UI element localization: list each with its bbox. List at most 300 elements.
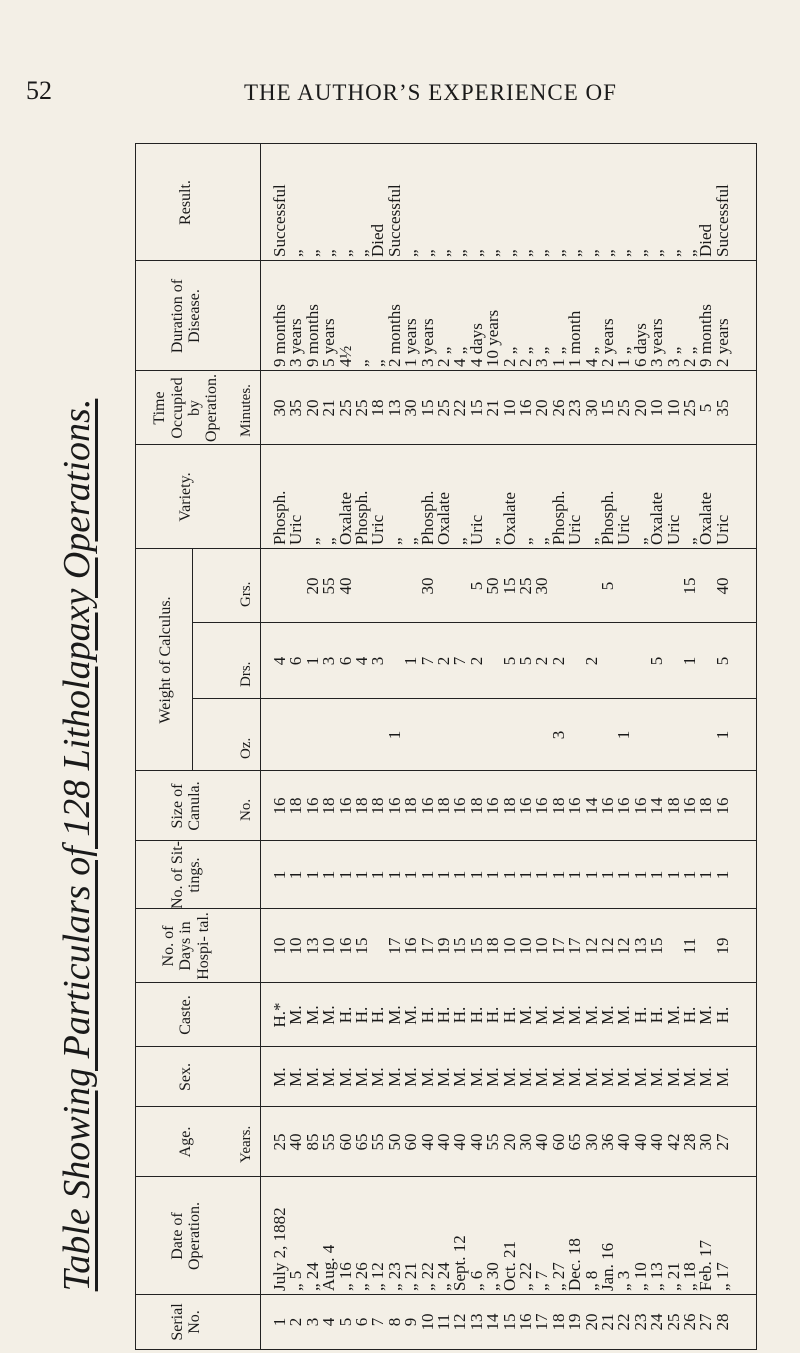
cell-canula: 16	[712, 797, 732, 815]
cell-variety: „	[401, 537, 421, 545]
column-rule	[136, 982, 756, 983]
cell-caste: H.	[434, 1006, 453, 1024]
cell-result: „	[466, 249, 486, 257]
cell-sittings: 1	[319, 870, 339, 880]
cell-variety: Oxalate	[696, 492, 716, 545]
unit-grs: Grs.	[238, 581, 254, 607]
cell-canula: 16	[598, 797, 617, 815]
cell-age: 20	[499, 1133, 519, 1151]
cell-result: „	[680, 249, 699, 257]
cell-serial: 1	[270, 1317, 289, 1327]
cell-result: „	[335, 249, 355, 257]
cell-time: 25	[680, 399, 699, 417]
cell-duration: 9 months	[270, 304, 289, 367]
cell-serial: 13	[466, 1313, 486, 1331]
cell-result: „	[647, 249, 667, 257]
cell-time: 10	[499, 399, 519, 417]
cell-sex: M.	[286, 1067, 306, 1087]
cell-date: „ 13	[647, 1262, 667, 1291]
header-sex: Sex.	[177, 1063, 195, 1091]
cell-age: 40	[532, 1133, 552, 1151]
cell-duration: 6 days	[630, 323, 650, 367]
header-duration: Duration of Disease.	[168, 278, 203, 354]
cell-sittings: 1	[532, 870, 552, 880]
cell-days: 17	[548, 937, 568, 955]
cell-duration: 2 „	[516, 346, 535, 367]
cell-grs: 25	[516, 577, 535, 595]
cell-variety: Uric	[466, 514, 486, 545]
column-rule	[136, 1176, 756, 1177]
cell-date: „ 16	[335, 1262, 355, 1291]
cell-caste: H.	[466, 1006, 486, 1024]
cell-variety: Phosph.	[548, 490, 568, 545]
cell-caste: M.	[401, 1005, 421, 1025]
cell-sittings: 1	[335, 870, 355, 880]
header-rule	[260, 144, 261, 1349]
cell-sex: M.	[434, 1067, 453, 1087]
cell-canula: 16	[614, 797, 634, 815]
cell-sex: M.	[516, 1067, 535, 1087]
cell-date: Aug. 4	[319, 1244, 339, 1291]
cell-duration: 4 days	[466, 323, 486, 367]
cell-sittings: 1	[401, 870, 421, 880]
cell-variety: Uric	[286, 514, 306, 545]
cell-age: 30	[516, 1133, 535, 1151]
cell-duration: 4 „	[581, 346, 601, 367]
cell-sex: M.	[647, 1067, 667, 1087]
cell-sittings: 1	[565, 870, 585, 880]
cell-days: 10	[319, 937, 339, 955]
cell-date: Dec. 18	[565, 1238, 585, 1291]
cell-drs: 1	[302, 656, 322, 666]
cell-caste: M.	[302, 1005, 322, 1025]
cell-grs: 30	[417, 577, 437, 595]
cell-canula: 16	[565, 797, 585, 815]
cell-serial: 2	[286, 1317, 306, 1327]
cell-caste: M.	[319, 1005, 339, 1025]
cell-sittings: 1	[352, 870, 371, 880]
cell-variety: Phosph.	[598, 490, 617, 545]
cell-sittings: 1	[548, 870, 568, 880]
header-variety: Variety.	[177, 472, 195, 522]
cell-drs: 1	[401, 656, 421, 666]
cell-caste: M.	[532, 1005, 552, 1025]
unit-age: Years.	[238, 1125, 254, 1163]
cell-variety: Phosph.	[270, 490, 289, 545]
cell-duration: 3 years	[286, 318, 306, 367]
cell-sex: M.	[614, 1067, 634, 1087]
cell-days: 17	[565, 937, 585, 955]
cell-oz: 1	[384, 730, 404, 740]
cell-canula: 18	[663, 797, 683, 815]
cell-grs: 50	[483, 577, 503, 595]
cell-duration: 2 years	[712, 318, 732, 367]
cell-grs: 55	[319, 577, 339, 595]
cell-variety: Uric	[614, 514, 634, 545]
cell-date: Sept. 12	[450, 1235, 470, 1291]
cell-time: 5	[696, 403, 716, 413]
cell-days: 16	[335, 937, 355, 955]
cell-date: „ 5	[286, 1270, 306, 1291]
cell-serial: 10	[417, 1313, 437, 1331]
cell-age: 40	[466, 1133, 486, 1151]
cell-variety: „	[532, 537, 552, 545]
litholapaxy-table	[135, 143, 757, 1350]
cell-drs: 4	[270, 656, 289, 666]
unit-oz: Oz.	[238, 737, 254, 759]
cell-days: 17	[384, 937, 404, 955]
cell-serial: 12	[450, 1313, 470, 1331]
cell-variety: „	[450, 537, 470, 545]
cell-canula: 16	[270, 797, 289, 815]
cell-days: 12	[581, 937, 601, 955]
cell-sittings: 1	[663, 870, 683, 880]
cell-days: 16	[401, 937, 421, 955]
column-rule	[136, 548, 756, 549]
cell-age: 60	[335, 1133, 355, 1151]
cell-duration: 4 „	[450, 346, 470, 367]
cell-caste: M.	[548, 1005, 568, 1025]
cell-serial: 21	[598, 1313, 617, 1331]
cell-result: Successful	[270, 184, 289, 257]
cell-sittings: 1	[614, 870, 634, 880]
cell-age: 65	[565, 1133, 585, 1151]
cell-age: 55	[368, 1133, 388, 1151]
cell-canula: 18	[286, 797, 306, 815]
cell-age: 40	[614, 1133, 634, 1151]
cell-duration: 2 years	[598, 318, 617, 367]
cell-sex: M.	[565, 1067, 585, 1087]
cell-canula: 16	[630, 797, 650, 815]
cell-days: 11	[680, 937, 699, 955]
cell-canula: 14	[647, 797, 667, 815]
cell-date: „ 10	[630, 1262, 650, 1291]
cell-caste: H.	[630, 1006, 650, 1024]
cell-time: 30	[401, 399, 421, 417]
column-rule	[192, 622, 756, 623]
cell-age: 65	[352, 1133, 371, 1151]
cell-time: 30	[581, 399, 601, 417]
cell-canula: 16	[680, 797, 699, 815]
cell-result: „	[302, 249, 322, 257]
cell-grs: 15	[499, 577, 519, 595]
column-rule	[136, 260, 756, 261]
cell-result: „	[548, 249, 568, 257]
cell-oz: 3	[548, 730, 568, 740]
cell-sex: M.	[548, 1067, 568, 1087]
cell-date: „ 24	[302, 1262, 322, 1291]
cell-canula: 16	[532, 797, 552, 815]
cell-drs: 2	[434, 656, 453, 666]
cell-grs: 20	[302, 577, 322, 595]
cell-result: „	[614, 249, 634, 257]
cell-variety: Oxalate	[647, 492, 667, 545]
cell-variety: „	[384, 537, 404, 545]
unit-drs: Drs.	[238, 661, 254, 687]
column-rule	[136, 840, 756, 841]
cell-age: 60	[401, 1133, 421, 1151]
cell-sex: M.	[483, 1067, 503, 1087]
cell-date: „ 18	[680, 1262, 699, 1291]
cell-sex: M.	[302, 1067, 322, 1087]
header-caste: Caste.	[177, 995, 195, 1035]
cell-drs: 2	[466, 656, 486, 666]
cell-days: 13	[302, 937, 322, 955]
cell-age: 36	[598, 1133, 617, 1151]
page-number: 52	[26, 76, 52, 105]
weight-subheader-rule	[192, 549, 193, 771]
cell-duration: 2 „	[434, 346, 453, 367]
cell-age: 30	[696, 1133, 716, 1151]
cell-caste: H.	[417, 1006, 437, 1024]
cell-caste: H.	[499, 1006, 519, 1024]
cell-sex: M.	[581, 1067, 601, 1087]
cell-drs: 5	[712, 656, 732, 666]
header-sittings: No. of Sit- tings.	[168, 841, 203, 909]
cell-sittings: 1	[647, 870, 667, 880]
cell-serial: 19	[565, 1313, 585, 1331]
cell-sittings: 1	[466, 870, 486, 880]
cell-result: „	[286, 249, 306, 257]
cell-grs: 40	[335, 577, 355, 595]
cell-sex: M.	[368, 1067, 388, 1087]
cell-sittings: 1	[384, 870, 404, 880]
cell-age: 40	[434, 1133, 453, 1151]
cell-serial: 5	[335, 1317, 355, 1327]
cell-days: 15	[352, 937, 371, 955]
cell-result: „	[434, 249, 453, 257]
cell-result: „	[319, 249, 339, 257]
cell-sex: M.	[401, 1067, 421, 1087]
cell-sex: M.	[696, 1067, 716, 1087]
cell-serial: 20	[581, 1313, 601, 1331]
cell-sex: M.	[450, 1067, 470, 1087]
cell-duration: 1 „	[548, 346, 568, 367]
cell-drs: 4	[352, 656, 371, 666]
cell-duration: 3 years	[647, 318, 667, 367]
cell-canula: 18	[319, 797, 339, 815]
cell-age: 85	[302, 1133, 322, 1151]
cell-duration: 2 months	[384, 304, 404, 367]
cell-date: „ 21	[401, 1262, 421, 1291]
cell-time: 16	[516, 399, 535, 417]
header-result: Result.	[177, 180, 195, 225]
cell-drs: 6	[286, 656, 306, 666]
cell-date: „ 21	[663, 1262, 683, 1291]
cell-canula: 18	[434, 797, 453, 815]
cell-sittings: 1	[499, 870, 519, 880]
column-rule	[136, 908, 756, 909]
cell-date: Jan. 16	[598, 1242, 617, 1291]
cell-sex: M.	[466, 1067, 486, 1087]
cell-sex: M.	[319, 1067, 339, 1087]
cell-variety: „	[680, 537, 699, 545]
cell-date: „ 26	[352, 1262, 371, 1291]
cell-result: „	[532, 249, 552, 257]
cell-caste: M.	[696, 1005, 716, 1025]
column-rule	[136, 1046, 756, 1047]
cell-variety: Phosph.	[352, 490, 371, 545]
cell-serial: 8	[384, 1317, 404, 1327]
unit-time: Minutes.	[238, 384, 254, 437]
cell-grs: 30	[532, 577, 552, 595]
cell-time: 30	[270, 399, 289, 417]
cell-variety: Uric	[368, 514, 388, 545]
cell-serial: 22	[614, 1313, 634, 1331]
table-row	[711, 144, 734, 1349]
cell-result: „	[581, 249, 601, 257]
cell-variety: Uric	[712, 514, 732, 545]
cell-duration: 3 years	[417, 318, 437, 367]
cell-caste: H.	[352, 1006, 371, 1024]
cell-days: 13	[630, 937, 650, 955]
cell-caste: H.	[335, 1006, 355, 1024]
cell-date: „ 7	[532, 1270, 552, 1291]
cell-age: 28	[680, 1133, 699, 1151]
column-rule	[136, 1106, 756, 1107]
column-rule	[136, 1294, 756, 1295]
cell-serial: 25	[663, 1313, 683, 1331]
cell-variety: Oxalate	[434, 492, 453, 545]
cell-time: 15	[598, 399, 617, 417]
cell-variety: Uric	[663, 514, 683, 545]
cell-drs: 2	[532, 656, 552, 666]
cell-canula: 16	[384, 797, 404, 815]
table-title: Table Showing Particulars of 128 Litholapaxy Operations.	[56, 398, 98, 1292]
cell-sittings: 1	[630, 870, 650, 880]
cell-caste: M.	[663, 1005, 683, 1025]
cell-time: 18	[368, 399, 388, 417]
cell-canula: 18	[696, 797, 716, 815]
cell-date: Oct. 21	[499, 1240, 519, 1291]
cell-days: 10	[270, 937, 289, 955]
cell-serial: 3	[302, 1317, 322, 1327]
cell-grs: 5	[466, 581, 486, 591]
cell-variety: Phosph.	[417, 490, 437, 545]
cell-time: 25	[434, 399, 453, 417]
cell-result: „	[663, 249, 683, 257]
cell-canula: 16	[302, 797, 322, 815]
cell-sex: M.	[712, 1067, 732, 1087]
cell-grs: 15	[680, 577, 699, 595]
cell-time: 22	[450, 399, 470, 417]
cell-sex: M.	[417, 1067, 437, 1087]
cell-result: Successful	[712, 184, 732, 257]
cell-drs: 3	[368, 656, 388, 666]
cell-date: „ 3	[614, 1270, 634, 1291]
cell-days: 15	[450, 937, 470, 955]
cell-date: „ 8	[581, 1270, 601, 1291]
cell-drs: 2	[581, 656, 601, 666]
cell-duration: 9 months	[696, 304, 716, 367]
cell-date: Feb. 17	[696, 1240, 716, 1291]
cell-days: 10	[286, 937, 306, 955]
cell-age: 25	[270, 1133, 289, 1151]
cell-serial: 16	[516, 1313, 535, 1331]
cell-days: 18	[483, 937, 503, 955]
cell-serial: 17	[532, 1313, 552, 1331]
cell-duration: 2 „	[499, 346, 519, 367]
cell-drs: 1	[680, 656, 699, 666]
cell-grs: 5	[598, 581, 617, 591]
cell-canula: 16	[483, 797, 503, 815]
cell-age: 50	[384, 1133, 404, 1151]
cell-time: 23	[565, 399, 585, 417]
cell-age: 42	[663, 1133, 683, 1151]
cell-sittings: 1	[516, 870, 535, 880]
cell-sex: M.	[532, 1067, 552, 1087]
cell-canula: 16	[335, 797, 355, 815]
cell-time: 25	[614, 399, 634, 417]
cell-sittings: 1	[368, 870, 388, 880]
cell-time: 10	[647, 399, 667, 417]
cell-result: „	[630, 249, 650, 257]
cell-days: 15	[466, 937, 486, 955]
cell-days: 10	[532, 937, 552, 955]
cell-result: „	[417, 249, 437, 257]
cell-serial: 11	[434, 1313, 453, 1331]
cell-sittings: 1	[581, 870, 601, 880]
cell-caste: H.	[680, 1006, 699, 1024]
cell-time: 21	[319, 399, 339, 417]
cell-drs: 2	[548, 656, 568, 666]
cell-duration: 5 years	[319, 318, 339, 367]
cell-age: 60	[548, 1133, 568, 1151]
cell-sex: M.	[335, 1067, 355, 1087]
cell-date: „ 22	[417, 1262, 437, 1291]
cell-canula: 18	[466, 797, 486, 815]
cell-date: „ 23	[384, 1262, 404, 1291]
cell-date: „ 22	[516, 1262, 535, 1291]
cell-canula: 18	[352, 797, 371, 815]
header-time: Time Occupied by Operation.	[151, 374, 221, 442]
cell-time: 35	[286, 399, 306, 417]
cell-serial: 18	[548, 1313, 568, 1331]
cell-variety: „	[302, 537, 322, 545]
cell-age: 40	[647, 1133, 667, 1151]
cell-duration: 1 month	[565, 310, 585, 367]
cell-date: „ 17	[712, 1262, 732, 1291]
cell-date: „ 30	[483, 1262, 503, 1291]
cell-canula: 14	[581, 797, 601, 815]
header-weight: Weight of Calculus.	[157, 596, 175, 724]
cell-days: 17	[417, 937, 437, 955]
cell-serial: 9	[401, 1317, 421, 1327]
cell-time: 15	[417, 399, 437, 417]
cell-duration: „	[352, 359, 371, 367]
cell-duration: „	[368, 359, 388, 367]
cell-serial: 24	[647, 1313, 667, 1331]
cell-variety: Oxalate	[335, 492, 355, 545]
cell-canula: 16	[450, 797, 470, 815]
cell-caste: H.	[483, 1006, 503, 1024]
cell-days: 12	[614, 937, 634, 955]
cell-result: Successful	[384, 184, 404, 257]
header-age: Age.	[177, 1126, 195, 1158]
cell-caste: H.	[647, 1006, 667, 1024]
column-rule	[192, 698, 756, 699]
header-serial: Serial No.	[168, 1303, 203, 1341]
cell-drs: 5	[516, 656, 535, 666]
cell-sittings: 1	[434, 870, 453, 880]
cell-sex: M.	[663, 1067, 683, 1087]
cell-date: „ 24	[434, 1262, 453, 1291]
cell-variety: Oxalate	[499, 492, 519, 545]
cell-date: „ 6	[466, 1270, 486, 1291]
cell-time: 26	[548, 399, 568, 417]
cell-time: 25	[335, 399, 355, 417]
cell-days: 10	[516, 937, 535, 955]
